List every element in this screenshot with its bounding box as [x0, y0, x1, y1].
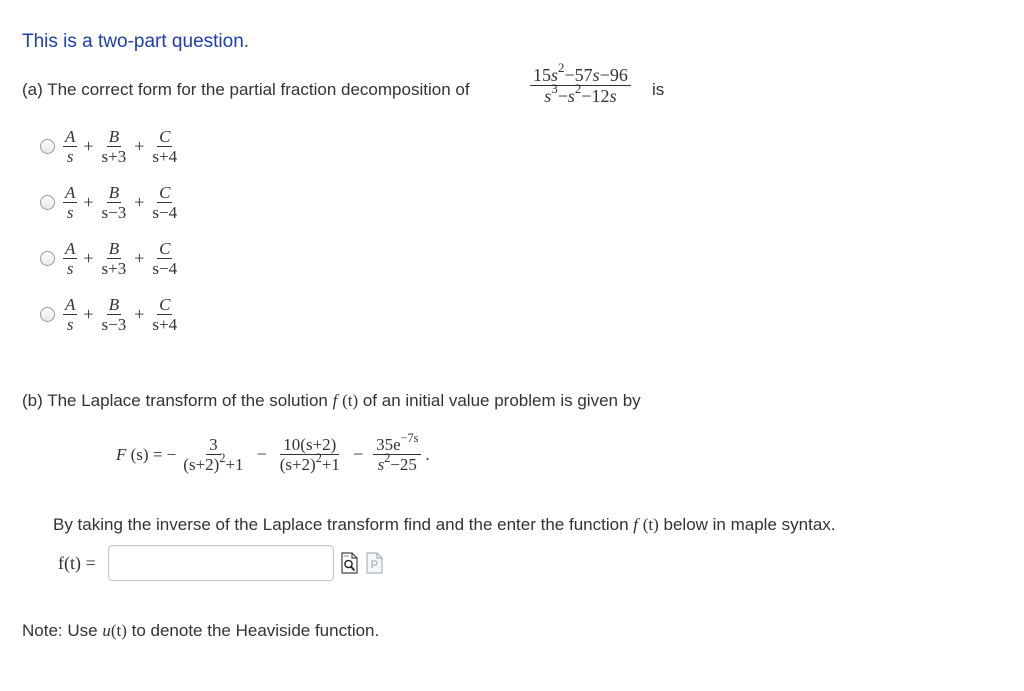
option-4-radio[interactable]: [40, 307, 55, 322]
part-a-prompt-text: (a) The correct form for the partial fraction decomposition of: [22, 80, 470, 99]
equation-term-2: $\frac{10(s+2)}{(s+2)^2+1}$: [279, 435, 340, 474]
option-3-radio[interactable]: [40, 251, 55, 266]
option-4[interactable]: [40, 292, 179, 336]
option-4-expression: $\frac{A}{s}$ + $\frac{B}{s-3}$ + $\frac{C}{s+4}$: [65, 294, 178, 334]
equation-preview-icon[interactable]: [340, 552, 359, 574]
equation-term-1: $\frac{3}{(s+2)^2+1}$: [183, 435, 244, 474]
answer-row: [58, 543, 384, 583]
option-1-radio[interactable]: [40, 139, 55, 154]
option-2-expression: $\frac{A}{s}$ + $\frac{B}{s-3}$ + $\frac{C}{s-4}$: [65, 182, 178, 222]
part-a-numerator: $15s^2-57s-96$: [530, 66, 631, 86]
option-2[interactable]: [40, 180, 179, 224]
part-b-prompt: (b) The Laplace transform of the solution f (t) of an initial value problem is given by: [22, 391, 641, 410]
part-a-expression: [530, 60, 631, 106]
option-2-radio[interactable]: [40, 195, 55, 210]
part-a-suffix: is: [652, 80, 665, 99]
heaviside-note: Note: Use u(t) to denote the Heaviside function.: [22, 621, 380, 640]
option-3[interactable]: [40, 236, 179, 280]
part-a-denominator: $s^3-s^2-12s$: [544, 81, 617, 106]
option-1[interactable]: [40, 124, 179, 168]
maple-help-icon[interactable]: [365, 552, 384, 574]
option-3-expression: $\frac{A}{s}$ + $\frac{B}{s+3}$ + $\frac{C}{s-4}$: [65, 238, 178, 278]
answer-input[interactable]: [108, 545, 334, 581]
part-b-instruction: By taking the inverse of the Laplace transform find and the enter the function f (t) below in maple syntax.: [53, 515, 836, 534]
answer-label: f(t) =: [58, 552, 96, 573]
option-1-expression: $\frac{A}{s}$ + $\frac{B}{s+3}$ + $\frac{C}{s+4}$: [65, 126, 178, 166]
part-a-prompt: [22, 80, 470, 100]
question-title: This is a two-part question.: [22, 31, 250, 52]
laplace-equation: F (s) = − $\frac{3}{(s+2)^2+1}$ − $\frac{10(s+2)}{(s+2)^2+1}$ − $\frac{35e^{-7s}}{s^2-25}$ .: [116, 430, 430, 474]
part-a-fraction: [530, 60, 631, 106]
equation-term-3: $\frac{35e^{-7s}}{s^2-25}$: [373, 436, 421, 473]
